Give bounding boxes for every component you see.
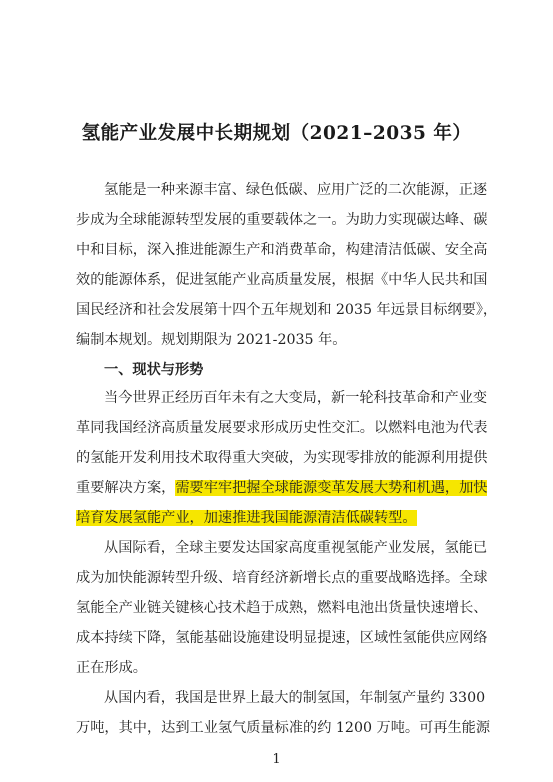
paragraph-line <box>76 479 488 497</box>
paragraph-line: 步成为全球能源转型发展的重要载体之一。为助力实现碳达峰、碳 <box>76 212 488 228</box>
paragraph-line: 成本持续下降，氢能基础设施建设明显提速，区域性氢能供应网络 <box>76 630 488 646</box>
paragraph-line: 从国际看，全球主要发达国家高度重视氢能产业发展，氢能已 <box>104 540 488 556</box>
highlighted-text: 需要牢牢把握全球能源变革发展大势和机遇，加快 <box>175 480 488 496</box>
paragraph-line: 氢能是一种来源丰富、绿色低碳、应用广泛的二次能源，正逐 <box>104 182 488 198</box>
paragraph-line: 国民经济和社会发展第十四个五年规划和 2035 年远景目标纲要》， <box>76 302 498 318</box>
paragraph-line: 的氢能开发利用技术取得重大突破，为实现零排放的能源利用提供 <box>76 450 488 466</box>
paragraph-line: 当今世界正经历百年未有之大变局，新一轮科技革命和产业变 <box>104 390 488 406</box>
paragraph-line: 革同我国经济高质量发展要求形成历史性交汇。以燃料电池为代表 <box>76 420 488 436</box>
paragraph-line <box>76 509 476 527</box>
paragraph-line: 万吨，其中，达到工业氢气质量标准的约 1200 万吨。可再生能源 <box>76 720 491 736</box>
document-title: 氢能产业发展中长期规划（2021–2035 年） <box>81 123 472 144</box>
paragraph-line: 效的能源体系，促进氢能产业高质量发展，根据《中华人民共和国 <box>76 272 488 288</box>
paragraph-line: 成为加快能源转型升级、培育经济新增长点的重要战略选择。全球 <box>76 570 488 586</box>
highlighted-text: 培育发展氢能产业，加速推进我国能源清洁低碳转型。 <box>76 510 417 526</box>
paragraph-line: 编制本规划。规划期限为 2021-2035 年。 <box>76 332 347 348</box>
paragraph-line: 氢能全产业链关键核心技术趋于成熟，燃料电池出货量快速增长、 <box>76 600 488 616</box>
paragraph-text: 重要解决方案， <box>76 480 176 496</box>
paragraph-line: 从国内看，我国是世界上最大的制氢国，年制氢产量约 3300 <box>104 690 486 706</box>
section-heading: 一、现状与形势 <box>104 362 204 378</box>
paragraph-line: 正在形成。 <box>76 660 147 676</box>
paragraph-line: 中和目标，深入推进能源生产和消费革命，构建清洁低碳、安全高 <box>76 242 488 258</box>
page-number: 1 <box>272 752 281 767</box>
